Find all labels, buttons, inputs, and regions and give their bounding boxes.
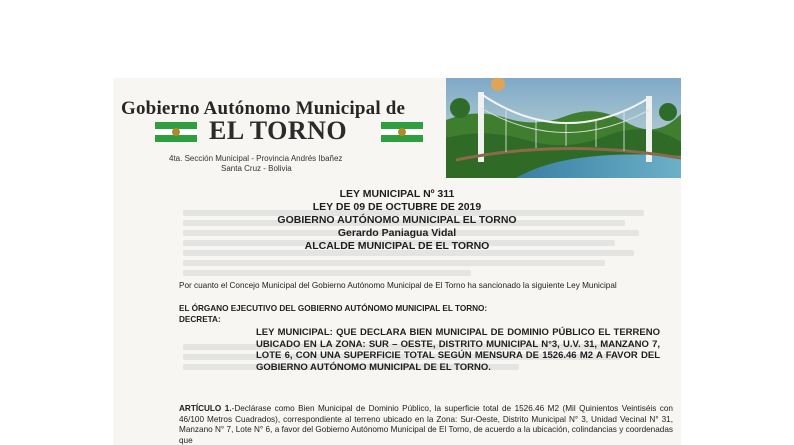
intro-paragraph: Por cuanto el Concejo Municipal del Gobierno Autónomo Municipal de El Torno ha sancionado la siguiente Ley Municipal [179,281,617,290]
org-place: EL TORNO [209,116,348,145]
bridge-banner-image [446,78,681,178]
law-header [113,188,681,253]
article-1 [179,404,673,445]
law-date: LEY DE 09 DE OCTUBRE DE 2019 [312,201,482,213]
decreta-heading: DECRETA: [179,315,221,324]
flag-icon [381,122,423,142]
mayor-title: ALCALDE MUNICIPAL DE EL TORNO [304,240,490,252]
location: Santa Cruz - Bolivia [221,164,292,173]
article-text: -Declárase como Bien Municipal de Dominio Público, la superficie total de 1526.46 M2 (Mil Quinientos Veintiséis con 46/100 Metros Cuadrados), correspondiente al terreno ubicado en la Zona: Sur-Oeste, Distrito Municipal N° 3, Unidad Vecinal N° 31, Manzano N° 7, Lote N° 6, a favor del Gobierno Autónomo Municipal de El Torno, de acuerdo a la ubicación, colindancias y coordenadas que [179,404,673,445]
executive-heading: EL ÓRGANO EJECUTIVO DEL GOBIERNO AUTÓNOMO MUNICIPAL EL TORNO: [179,304,488,313]
flag-icon [155,122,197,142]
law-title: LEY MUNICIPAL: QUE DECLARA BIEN MUNICIPAL DE DOMINIO PÚBLICO EL TERRENO UBICADO EN LA ZONA: SUR – OESTE, DISTRITO MUNICIPAL N°3, U.V. 31, MANZANO 7, LOTE 6, CON UNA SUPERFICIE TOTAL SEGÚN MENSURA DE 1526.46 M2 A FAVOR DEL GOBIERNO AUTÓNOMO MUNICIPAL DE EL TORNO. [256,327,660,373]
article-label: ARTÍCULO 1. [179,404,232,413]
document-page [113,78,681,445]
mayor-name: Gerardo Paniagua Vidal [337,227,457,239]
law-number: LEY MUNICIPAL Nº 311 [339,188,455,200]
municipal-section: 4ta. Sección Municipal - Provincia Andrés Ibañez [169,154,343,163]
government-name: GOBIERNO AUTÓNOMO MUNICIPAL EL TORNO [277,214,517,226]
org-name: Gobierno Autónomo Municipal de [121,98,406,119]
